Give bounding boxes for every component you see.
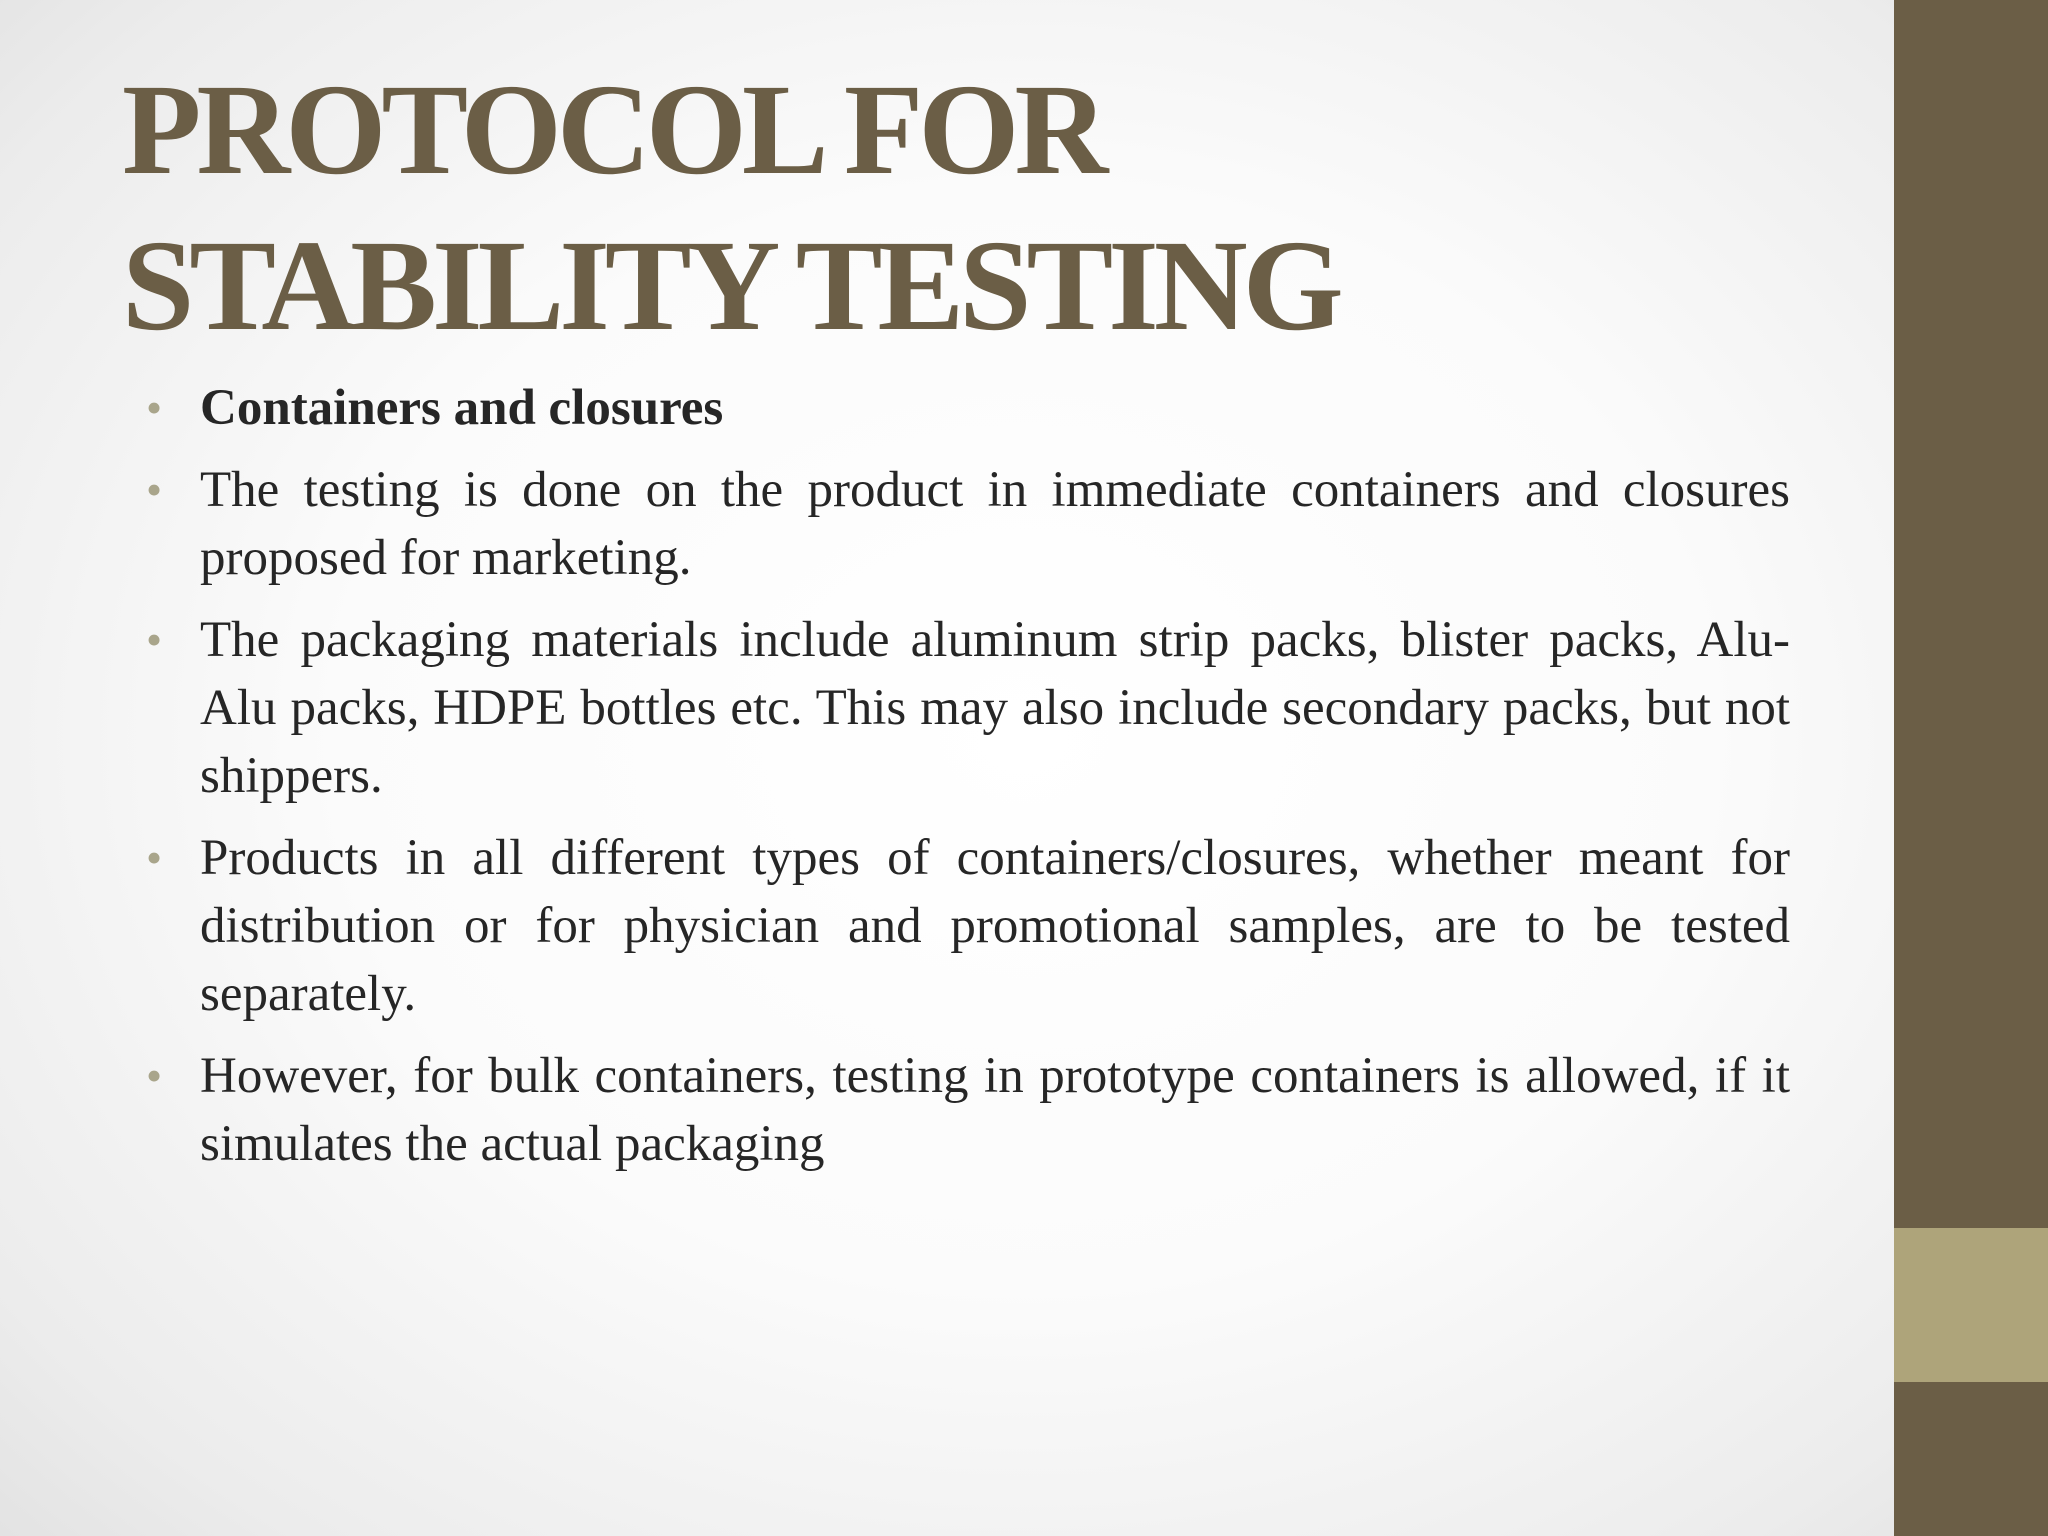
sidebar-accent-block [1894,1228,2048,1382]
bullet-item-packaging-materials [146,606,1790,810]
bullet-item-products-tested-separately [146,824,1790,1028]
bullet-item-testing-done [146,456,1790,592]
bullet-dot-icon: • [146,832,163,883]
bullet-list [146,374,1790,1192]
bullet-text: Containers and closures [200,380,724,436]
bullet-dot-icon: • [146,382,163,433]
bullet-text: Products in all different types of containers/closures, whether meant for distribution or for physician and promotional samples, are to be tested separately. [200,830,1790,1022]
bullet-text: The packaging materials include aluminum strip packs, blister packs, Alu-Alu packs, HDPE bottles etc. This may also include secondary packs, but not shippers. [200,612,1790,804]
bullet-dot-icon: • [146,614,163,665]
bullet-item-containers-closures [146,374,1790,442]
bullet-dot-icon: • [146,1050,163,1101]
bullet-item-bulk-containers [146,1042,1790,1178]
slide-title-line-2: STABILITY TESTING [122,214,1339,358]
bullet-text: The testing is done on the product in immediate containers and closures proposed for marketing. [200,462,1790,586]
slide-title [122,52,1822,364]
bullet-text: However, for bulk containers, testing in prototype containers is allowed, if it simulates the actual packaging [200,1048,1790,1172]
bullet-dot-icon: • [146,464,163,515]
slide-title-line-1: PROTOCOL FOR [122,58,1104,202]
